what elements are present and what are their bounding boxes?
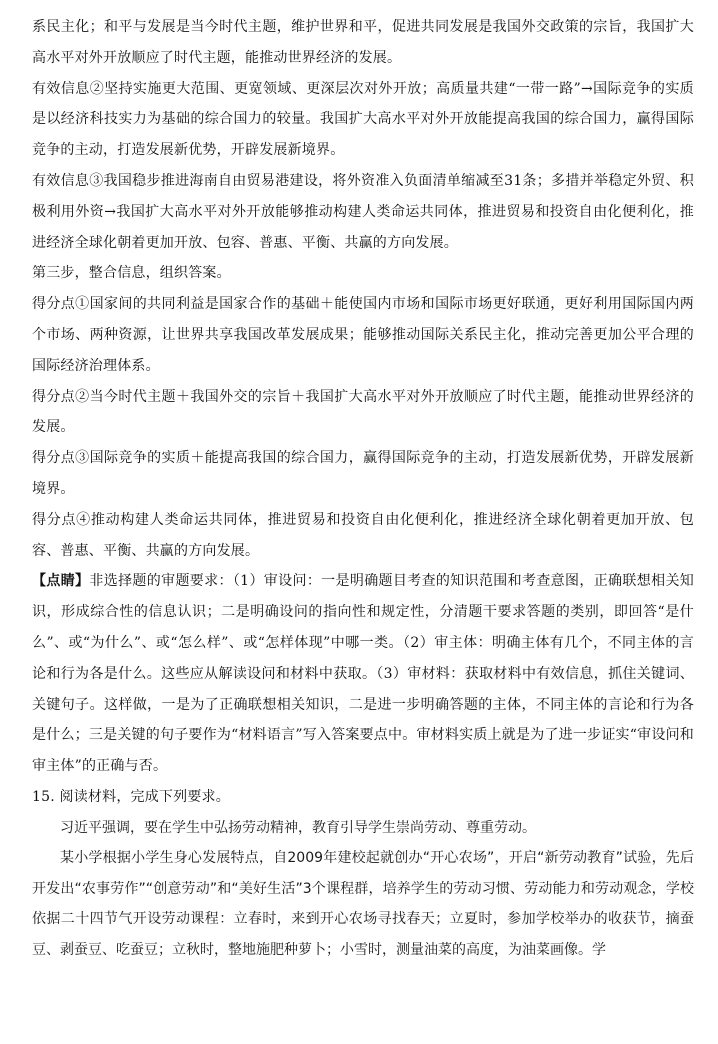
material-paragraph-2: 某小学根据小学生身心发展特点，自2009年建校起就创办“开心农场”，开启“新劳动教育”试验，先后开发出“农事劳作”“创意劳动”和“美好生活”3个课程群，培养学生的劳动习惯、劳动能力和劳动观念，学校依据二十四节气开设劳动课程：立春时，来到开心农场寻找春天；立夏时，参加学校举办的收获节，摘蚕豆、剥蚕豆、吃蚕豆；立秋时，整地施肥种萝卜；小雪时，测量油菜的高度，为油菜画像。学 xyxy=(32,850,694,958)
score-point-3: 得分点③国际竞争的实质＋能提高我国的综合国力，赢得国际竞争的主动，打造发展新优势，开辟发展新境界。 xyxy=(32,450,694,497)
material-paragraph-1: 习近平强调，要在学生中弘扬劳动精神，教育引导学生崇尚劳动、尊重劳动。 xyxy=(60,819,536,836)
dianjing-paragraph xyxy=(32,566,694,782)
effective-info-3: 有效信息③我国稳步推进海南自由贸易港建设，将外资准入负面清单缩减至31条；多措并举稳定外贸、积极利用外资→我国扩大高水平对外开放能够推动构建人类命运共同体，推进贸易和投资自由化便利化，推进经济全球化朝着更加开放、包容、普惠、平衡、共赢的方向发展。 xyxy=(32,172,694,251)
step-three: 第三步，整合信息，组织答案。 xyxy=(32,265,231,282)
score-point-1: 得分点①国家间的共同利益是国家合作的基础＋能使国内市场和国际市场更好联通，更好利用国际国内两个市场、两种资源，让世界共享我国改革发展成果；能够推动国际关系民主化，推动完善更加公平合理的国际经济治理体系。 xyxy=(32,296,694,374)
dianjing-text: 非选择题的审题要求：（1）审设问：一是明确题目考查的知识范围和考查意图，正确联想相关知识，形成综合性的信息认识；二是明确设问的指向性和规定性，分清题干要求答题的类别，即回答“是什么”、或“为什么”、或“怎么样”、或“怎样体现”中哪一类。（2）审主体：明确主体有几个，不同主体的言论和行为各是什么。这些应从解读设问和材料中获取。（3）审材料：获取材料中有效信息，抓住关键词、关键句子。这样做，一是为了正确联想相关知识，二是进一步明确答题的主体，不同主体的言论和行为各是什么；三是关键的句子要作为“材料语言”写入答案要点中。审材料实质上就是为了进一步证实“审设问和审主体”的正确与否。 xyxy=(32,573,694,775)
effective-info-2: 有效信息②坚持实施更大范围、更宽领域、更深层次对外开放；高质量共建“一带一路”→国际竞争的实质是以经济科技实力为基础的综合国力的较量。我国扩大高水平对外开放能提高我国的综合国力，赢得国际竞争的主动，打造发展新优势，开辟发展新境界。 xyxy=(32,80,694,159)
score-point-4: 得分点④推动构建人类命运共同体，推进贸易和投资自由化便利化，推进经济全球化朝着更加开放、包容、普惠、平衡、共赢的方向发展。 xyxy=(32,511,694,559)
question-title: 15. 阅读材料，完成下列要求。 xyxy=(32,788,230,805)
answer-paragraph: 系民主化；和平与发展是当今时代主题，维护世界和平，促进共同发展是我国外交政策的宗旨，我国扩大高水平对外开放顺应了时代主题，能推动世界经济的发展。 xyxy=(32,19,694,66)
score-point-2: 得分点②当今时代主题＋我国外交的宗旨＋我国扩大高水平对外开放顺应了时代主题，能推动世界经济的发展。 xyxy=(32,388,694,436)
dianjing-label: 【点睛】 xyxy=(32,573,90,590)
